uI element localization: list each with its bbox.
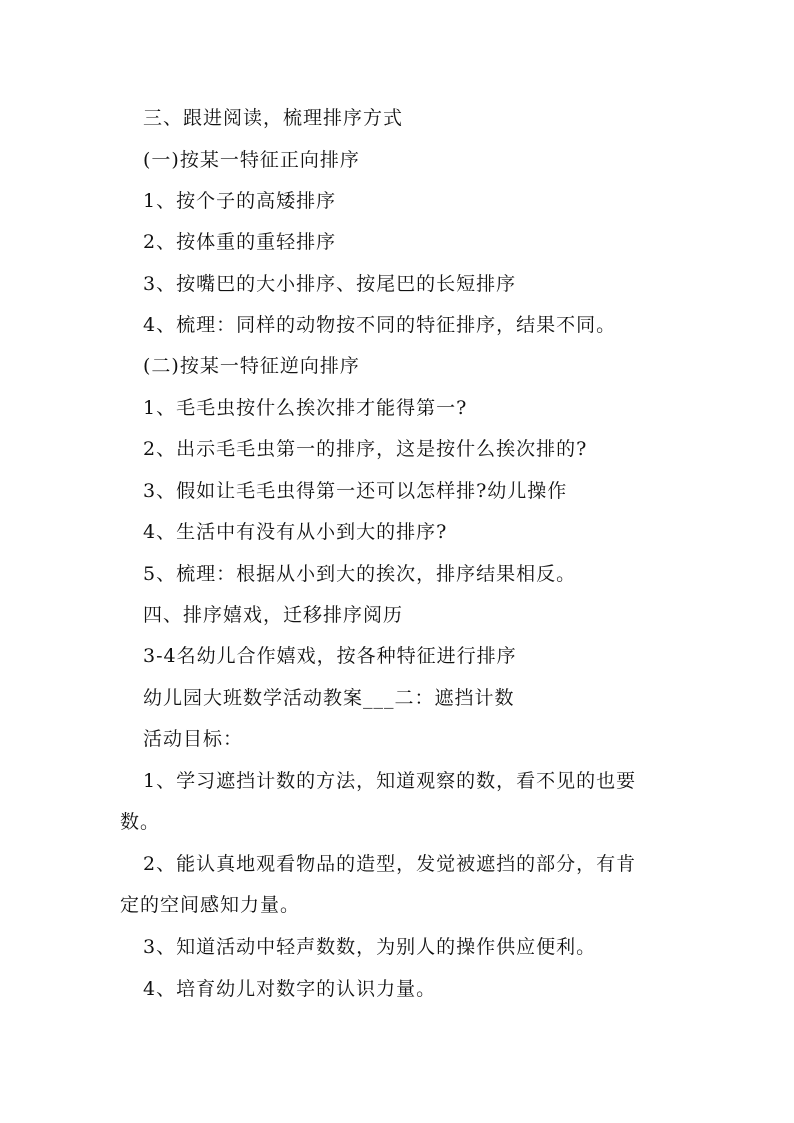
section-heading-3: 三、跟进阅读，梳理排序方式 [143,107,404,129]
objective-item: 1、学习遮挡计数的方法，知道观察的数，看不见的也要 [143,770,637,792]
list-item: 5、梳理：根据从小到大的挨次，排序结果相反。 [143,563,577,585]
objective-item-continuation: 数。 [120,811,161,833]
list-item: 2、按体重的重轻排序 [143,231,337,253]
objective-item-continuation: 定的空间感知力量。 [120,894,301,916]
objectives-heading: 活动目标： [143,728,244,750]
objective-item: 4、培育幼儿对数字的认识力量。 [143,978,437,1000]
list-item: 1、按个子的高矮排序 [143,190,337,212]
subheading-2: (二)按某一特征逆向排序 [143,355,360,377]
list-item: 4、梳理：同样的动物按不同的特征排序，结果不同。 [143,314,617,336]
objective-item: 3、知道活动中轻声数数，为别人的操作供应便利。 [143,936,597,958]
list-item: 2、出示毛毛虫第一的排序，这是按什么挨次排的? [143,438,588,460]
paragraph: 3-4名幼儿合作嬉戏，按各种特征进行排序 [143,645,517,667]
list-item: 4、生活中有没有从小到大的排序? [143,521,448,543]
list-item: 3、假如让毛毛虫得第一还可以怎样排?幼儿操作 [143,480,568,502]
objective-item: 2、能认真地观看物品的造型，发觉被遮挡的部分，有肯 [143,853,637,875]
subheading-1: (一)按某一特征正向排序 [143,149,360,171]
list-item: 3、按嘴巴的大小排序、按尾巴的长短排序 [143,273,517,295]
lesson-title: 幼儿园大班数学活动教案___二：遮挡计数 [143,687,515,709]
list-item: 1、毛毛虫按什么挨次排才能得第一? [143,397,468,419]
section-heading-4: 四、排序嬉戏，迁移排序阅历 [143,604,404,626]
